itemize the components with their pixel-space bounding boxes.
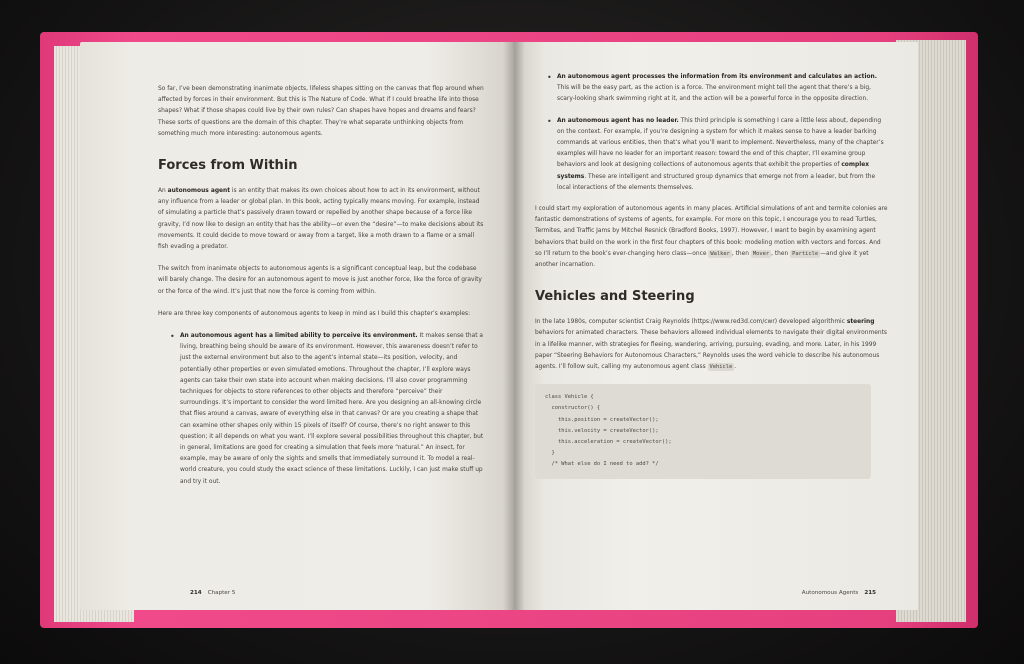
list-item: [557, 72, 889, 106]
page-number: 215: [864, 590, 876, 596]
text-span: This will be the easy part, as the action is a force. The environment might tell the agent that there’s a big, scary-looking shark swimming right at it, and the action will be a powerful force in the opposite direction.: [557, 85, 871, 103]
code-line: /* What else do I need to add? */: [545, 461, 659, 468]
text-span: .: [734, 364, 737, 371]
code-line: constructor() {: [545, 405, 601, 412]
text-span: . These are intelligent and structured group dynamics that emerge not from a leader, but from the local interactions of the elements themselves.: [557, 173, 876, 191]
right-page: [513, 42, 918, 610]
text-span: is an entity that makes its own choices about how to act in its environment, without any influence from a leader or global plan. In this book, acting typically means moving. For example, instead of simulating a particle that’s passively drawn toward or repelled by another shape because of a force like gravity, I’d now like to design an entity that has the ability—or even the “desire”—to make decisions about its movements. It could decide to move toward or away from a target, like a moth drawn to a flame or a small fish evading a predator.: [158, 188, 484, 251]
code-line: class Vehicle {: [545, 394, 594, 401]
left-page-text: [158, 84, 484, 498]
text-span: , then: [771, 250, 791, 257]
chapter-title-label: Autonomous Agents: [801, 590, 859, 596]
code-line: this.acceleration = createVector();: [545, 439, 672, 446]
code-block: [535, 384, 871, 478]
text-span: I could start my exploration of autonomous agents in many places. Artificial simulations of ant and termite colonies are fantastic demonstrations of systems of agents, for example. For more on this topic, I encourage you to read Turtles, Termites, and Traffic Jams by Mitchel Resnick (Bradford Books, 1997). However, I want to begin by examining agent behaviors that build on the work in the first four chapters of this book: modeling motion with vectors and forces. And so I’ll return to the book’s ever-changing hero class—once: [535, 206, 888, 257]
inline-code: Vehicle: [709, 364, 733, 371]
chapter-label: Chapter 5: [207, 590, 236, 596]
code-line: this.velocity = createVector();: [545, 427, 659, 434]
text-span: In the late 1980s, computer scientist Craig Reynolds (https://www.red3d.com/cwr) developed algorithmic: [535, 319, 847, 326]
left-page: [80, 42, 513, 610]
text-span: behaviors for animated characters. These behaviors allowed individual elements to navigate their digital environments in a lifelike manner, with strategies for fleeing, wandering, arriving, pursuing, evading, and more. Later, in his 1999 paper “Steering Behaviors for Autonomous Characters,” Reynolds uses the word vehicle to describe his autonomous agents. I’ll follow suit, calling my autonomous agent class: [535, 330, 887, 371]
paragraph-switch: The switch from inanimate objects to autonomous agents is a significant conceptual leap, but the codebase will barely change. The desire for an autonomous agent to move is just another force, like the force of gravity or the force of the wind. It’s just that now the force is coming from within.: [158, 266, 482, 295]
bold-term: An autonomous agent has a limited ability to perceive its environment.: [180, 333, 418, 340]
inline-code: Walker: [710, 250, 730, 257]
left-footer: [184, 590, 235, 596]
right-page-text: [535, 72, 889, 479]
book-gutter: [503, 42, 525, 610]
bold-term: autonomous agent: [167, 188, 231, 195]
list-item: [180, 331, 484, 488]
text-span: An: [158, 188, 168, 195]
paragraph-reynolds: [535, 317, 889, 373]
right-footer: [802, 590, 882, 596]
page-number: 214: [190, 590, 202, 596]
code-line: }: [545, 450, 555, 457]
text-span: This third principle is something I care a little less about, depending on the context. For example, if you’re designing a system for which it makes sense to have a leader barking commands at various entities, then that’s what you’ll want to implement. Nevertheless, many of the chapter’s examples will have no leader for an important reason: toward the end of this chapter, I’ll examine group behaviors and look at designing collections of autonomous agents that exhibit the properties of: [557, 117, 884, 169]
inline-code: Particle: [792, 250, 819, 257]
open-book: [40, 32, 978, 628]
text-span: , then: [731, 250, 751, 257]
section-heading-forces: Forces from Within: [158, 158, 298, 174]
components-list: [158, 331, 484, 488]
components-list-continued: [535, 72, 889, 194]
section-heading-vehicles: Vehicles and Steering: [535, 289, 695, 305]
bold-term: An autonomous agent has no leader.: [557, 117, 679, 124]
text-span: It makes sense that a living, breathing being should be aware of its environment. However, this awareness doesn’t refer to just the external environment but also to the agent’s internal state—its position, velocity, and potentially other properties or even simulated emotions. Throughout the chapter, I’ll explore ways agents can take their own state into account when making decisions. I’ll also cover programming techniques for objects to store references to other objects and therefore “perceive” their surroundings. It’s important to consider the word limited here. Are you designing an all-knowing circle that flies around a canvas, aware of everything else in that canvas? Or are you creating a shape that can examine other shapes only within 15 pixels of itself? Of course, there’s no right answer to this question; it all depends on what you want. I’ll explore several possibilities throughout this chapter, but in general, limitations are good for creating a simulation that feels more “natural.” An insect, for example, may be aware of only the sights and smells that immediately surround it. To model a real-world creature, you could study the exact science of these limitations. Luckily, I can just make stuff up and try it out.: [180, 333, 484, 485]
bold-term: complex systems: [557, 162, 870, 180]
list-item: [557, 116, 889, 194]
bold-term: An autonomous agent processes the information from its environment and calculates an action.: [557, 74, 877, 80]
paragraph-exploration: [535, 204, 889, 271]
text-span: —and give it yet another incarnation.: [535, 250, 869, 269]
code-line: this.position = createVector();: [545, 416, 659, 423]
intro-paragraph: So far, I’ve been demonstrating inanimate objects, lifeless shapes sitting on the canvas that flop around when affected by forces in their environment. But this is The Nature of Code. What if I could breathe life into those shapes? What if those shapes could live by their own rules? Can shapes have hopes and dreams and fears? These sorts of questions are the domain of this chapter. They’re what separate unthinking objects from something much more interesting: autonomous agents.: [158, 86, 484, 137]
inline-code: Mover: [752, 250, 770, 257]
paragraph-components: Here are three key components of autonomous agents to keep in mind as I build this chapter’s examples:: [158, 310, 471, 317]
bold-term: steering: [846, 319, 875, 326]
paragraph-autonomous-agent: [158, 186, 484, 253]
